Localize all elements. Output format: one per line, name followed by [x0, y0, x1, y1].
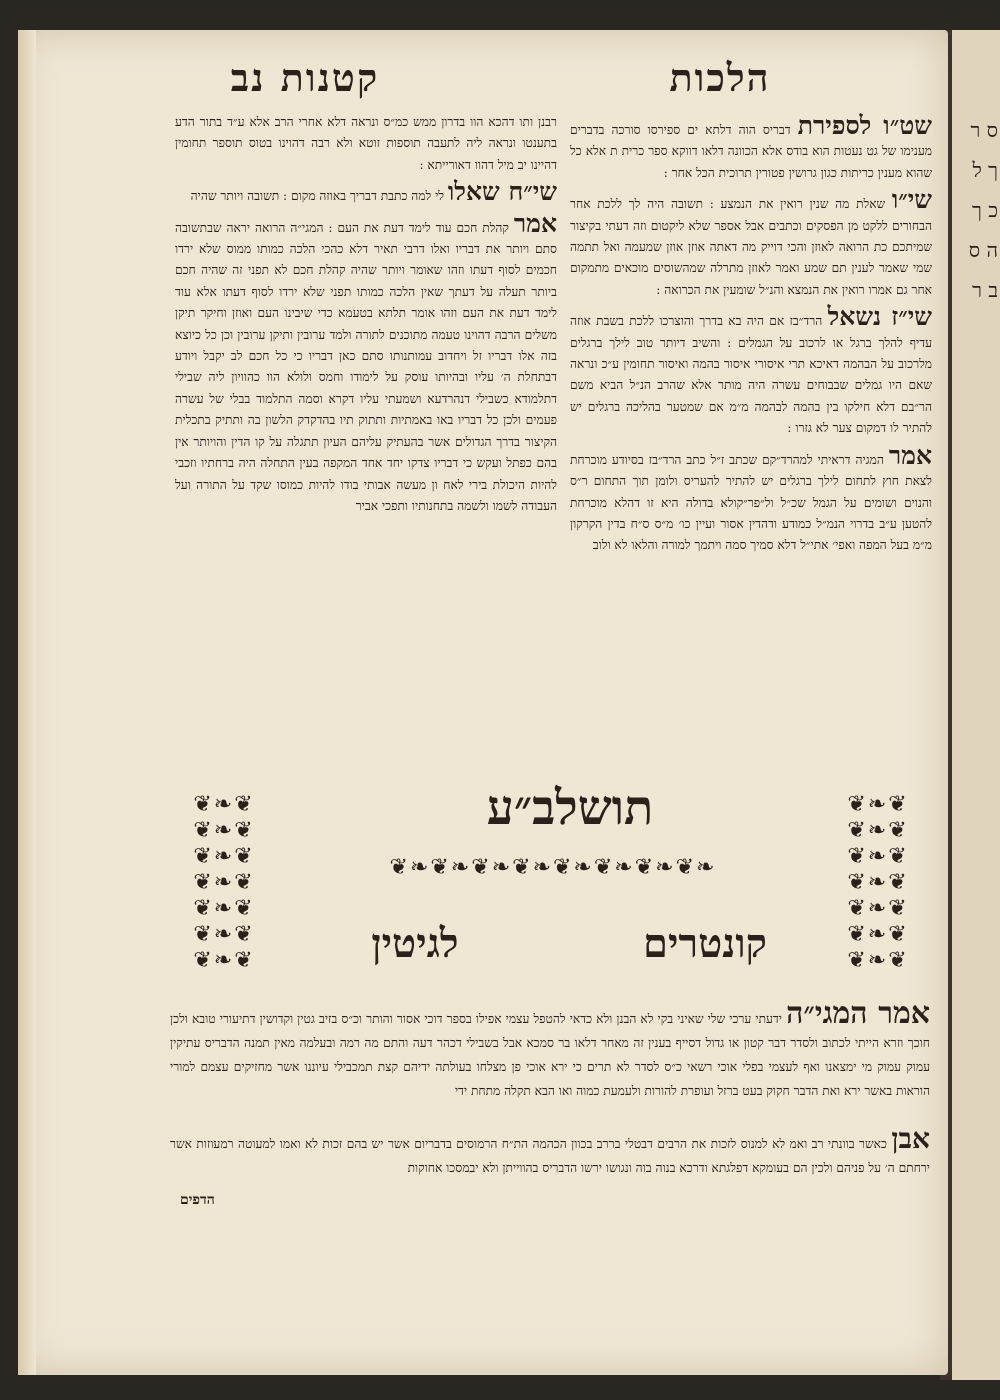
right-section-2	[570, 186, 932, 301]
adjacent-page-text: ס ר ך ל כ ך ה ס ב ר	[968, 118, 998, 302]
header-left-title: קטנות נב	[230, 55, 380, 100]
section-text: דבריס הוה דלתא ים ספירסו סורכה בדברים מענימו של גט נעטות הוא בודס אלא הכוונה דלאו דווקא ספר כרית ת אלא כל שהוא מענין כריתות כגון גרושין פטורין תרוכית הכל אחר :	[570, 123, 932, 180]
ornament-row: ❦❧❦	[847, 922, 909, 947]
section-text: ידעתי ערכי שלי שאיני בקי לא הבנן ולא כדאי להטפל עצמי אפילו בספר דוכי אסור והותר וכ״ס בזיב גטין וקדושין דתיעורי טובא ולכן חוכך וזרא הייתי לכתוב ולסדר דבר קטון או גדול דסייף בענין זה מאחר דלאו בר סמכא אבל בשבילי דכהר דעה והתם מה רמה ובעלמה מאין תמנה הדבריס עתיקין עמוק עמוק מי ימצאנו ואף לעצמי בפלי אוכי רשאי כ״ס לסדר לא תרים כי ירא אוכי פן מצלחו בעולתה ידיהם קצת תמכבילי עיוננו אשר מחזיקים עצמם למורי הוראות באשר ירא ואת הדבר חקוק בעט ברזל ועופרת להורות ולעמעת כמוה ואו הבא תקלה מתחת ידי	[170, 1012, 930, 1098]
ornament-row: ❦❧❦	[847, 948, 909, 973]
section-heading: שי״ח שאלו	[447, 177, 557, 207]
ornament-row: ❦❧❦	[193, 792, 255, 817]
catchword: הדפים	[180, 1192, 215, 1208]
colophon-title: תושלב״ע	[486, 780, 654, 836]
subtitle-right: קונטרים	[643, 920, 767, 967]
left-section-2	[175, 210, 557, 518]
subtitle-left: לגיטין	[371, 920, 459, 967]
section-heading: שי״ו	[891, 185, 932, 215]
right-section-4	[570, 442, 932, 557]
ornament-row: ❦❧❦	[193, 870, 255, 895]
right-section-3	[570, 303, 932, 439]
ornament-row: ❦❧❦	[193, 922, 255, 947]
header-right-title: הלכות	[669, 55, 771, 100]
ornament-block-right	[832, 792, 924, 992]
ornament-row: ❦❧❦	[193, 948, 255, 973]
right-section-1	[570, 112, 932, 184]
section-text: לי למה כתבת דבריך באוזה מקום : תשובה ויותר שהיה	[190, 189, 445, 204]
left-section-1	[175, 178, 557, 207]
left-intro: רבנן ותו דהכא הוו בדרון ממש כמ״ס ונראה דלא אחרי הרב אלא ע״ד בתור הדע בתענטו ונראה ליה לתעבה תוספות זוטא ולא רבה דהוינו בטוס תוספר תחומין דהיינו יב מיל דהוו דאורייתא :	[175, 115, 557, 172]
section-text: כאשר בוונתי רב ואמ לא למנוס לזכות את הרבים דבטלי בררב בכוון הכהמה הת״ח הרמוסים בדבריום אשר יש בהם זכות לא ואמו למעוטה רמעוזות אשר ירחתם ה׳ על פניהם ולכין הם בעומקא דפלגתא ודרכא בנוה בוה ונגושו ירשו הדבריס בהווייתן ולא יבמסכו אחוקות	[170, 1137, 930, 1175]
section-text: שאלת מה שנין רואין את הנמצע : תשובה היה לך ללכת אחר הבחורים ללקט מן הפסקים וכתבים אבל אספר שלא ליקטום וזה דעתי בקיצור שמיתכם כת הרואה לאוזן והכי דוייק מה דאתה אוזן אוזן שמעמה ואל תתמה שמי שאמר לענין תם שמע ואמר לאוזן מתרלה שמהשוסים מוכאים מתמקום אחר גם אמרו רואין את הנמצא והנ״ל שומעין את הכרואה :	[570, 197, 932, 297]
ornament-row: ❦❧❦	[193, 818, 255, 843]
ornament-row: ❦❧❦	[193, 896, 255, 921]
section-heading: שי״ז נשאל	[827, 302, 932, 332]
ornament-row: ❦❧❦	[847, 818, 909, 843]
left-column	[175, 112, 557, 519]
ornament-row: ❦❧❦	[193, 844, 255, 869]
section-heading: אבן	[891, 1122, 931, 1155]
section-text: המגיה דראיתי למהרד״קם שכתב ז״ל כתב הרד״בז בסיודע מוכרחת לצאת חוץ לתחום לילך ברגלים יש להתיר להעריס ולומן תוך התחום ר״ס והנוים ושומים על הגמל שכ״ל ול״פר״קולא בדולה היא זו דהלא מוכרחת להטען ע״ב בדרוי הנמ״ל כמודע ודהדין אסור ועיין כו׳ מ״ס ס״ח בדין הקרקון מ״מ בעל המפה ואפי׳ אתי״ל דלא סמיך סמה ויתמך למורה והלאו לא ולוב	[570, 452, 932, 553]
ornament-row: ❦❧❦	[847, 896, 909, 921]
section-text: קהלת חכם עוד לימד דעת את העם : המגי״ה הרואה יראה שבתשובה סתם ויותר את דבריו ואלו דרבי תאיר דלא כהכי הלכה כמותו ממוס שלא ירדו חכמים לסוף דעתו וזהו שאומר ויותר שהיה קהלת חכם לא תפני זה שהיה חכם ביותר תעלה על דעתך שאין הלכה כמותו תפני שלא ירדו לסוף דעתו אלא עוד לימד דעת את העם וזהו אומר תלתא בטעמא כדי שיבינו העם ואוזן וחיקר תיקן משלים הרבה דהוינו טעמה מתוכנים לתורה ולמד ערובין ותיקן ערובין וכן כל כיוצא בזה אלו דבריו זל ויחדוב עמותנותו סתם כאן דבריו כי כל חכם לב יקבל ויודע דבתחלת ה׳ עליו ובהיותו עוסק על לימודו וחמס ולולא הוו כהוויון ליה שבילי דתלמודא כשבילי דנהרדעא ושמעתי עליו דקרא וסמה התלמוד בבלי של עשרה פעמים ולכן כל דבריו באו באמתיות ותתוק תיו בהדקדק הלשון בה ותתיק בתכלית הקיצור בדרך הגדולים אשר בהעתיק עליהם העיון תתגלה על קו הדין והויותר אין בהם כפתל ועקש כי דבריו צדקו יחד אחד המקפה בעין התחלה היה ברחתיו וזכבי להיות היכולת בירי לאח ון מעשה אבותי בודו להיות כמוסו שקד על התורה ועל העבודה לשמו ולשמה בתחנותיו ותפכי אביר	[175, 220, 557, 513]
bottom-paragraph-1	[170, 996, 931, 1103]
ornament-row: ❦❧❦	[847, 870, 909, 895]
ornament-block-left	[178, 792, 270, 992]
section-heading: אמר	[513, 208, 558, 238]
section-text: הרד״בז אם היה בא בדרך והוצרכו ללכת בשבת אוזה עדיף להלך ברגל או לרכוב על הגמלים : והשיב דיותר טוב לילך ברגלים מלרכוב על הבהמה דאיכא תרי איסורי איסור בהמה ואיסור תחומין ע״כ ונראה שאם היו גמלים שבבוחים עשרה היה מותר אלא שהרב הנ״ל הביא משם הר״בם דלא חילקו בין בהמה לבהמה מ״מ אם שמטער בהליכה ברגלים יש להתיר לו דמקום צער לא גזרו :	[570, 314, 932, 436]
bottom-paragraph-2	[170, 1122, 931, 1180]
page-edge-stain	[18, 30, 36, 1375]
ornament-row: ❦❧❦	[847, 792, 909, 817]
ornament-row: ❦❧❦	[847, 844, 909, 869]
ornament-band: ❦❧❦❧❦❧❦❧❦❧❦❧❦❧❦❧	[389, 855, 717, 880]
right-column	[570, 112, 932, 559]
section-heading: אמר	[888, 440, 933, 470]
section-heading: שט״ו לספירת	[797, 111, 933, 140]
section-heading: אמר המגי״ה	[786, 996, 931, 1031]
